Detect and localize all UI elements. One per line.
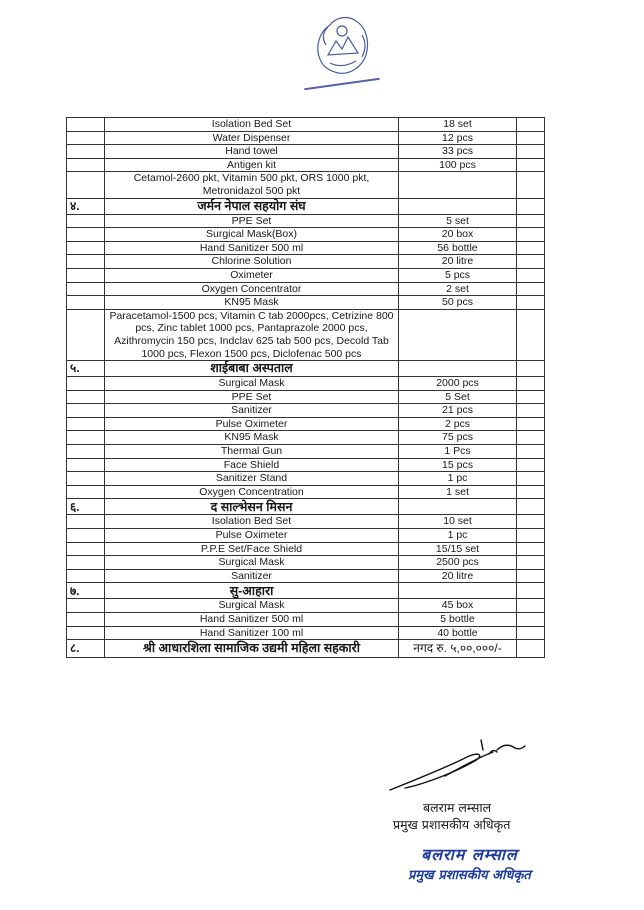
quantity-cell (399, 309, 517, 360)
serial-cell (67, 145, 105, 159)
section-row (67, 583, 545, 599)
remarks-cell (517, 626, 545, 640)
table-row (67, 131, 545, 145)
table-row (67, 626, 545, 640)
table-row (67, 255, 545, 269)
serial-cell (67, 515, 105, 529)
quantity-cell: 2 set (399, 282, 517, 296)
remarks-cell (517, 228, 545, 242)
table-row (67, 472, 545, 486)
item-cell: Oxygen Concentration (105, 485, 399, 499)
quantity-cell: 5 Set (399, 390, 517, 404)
remarks-cell (517, 417, 545, 431)
table-row (67, 431, 545, 445)
remarks-cell (517, 499, 545, 515)
remarks-cell (517, 131, 545, 145)
quantity-cell: 100 pcs (399, 158, 517, 172)
remarks-cell (517, 515, 545, 529)
remarks-cell (517, 613, 545, 627)
serial-cell (67, 626, 105, 640)
remarks-cell (517, 282, 545, 296)
remarks-cell (517, 268, 545, 282)
serial-cell (67, 613, 105, 627)
item-cell: Sanitizer (105, 569, 399, 583)
name-stamp (408, 843, 531, 883)
quantity-cell: 1 pc (399, 529, 517, 543)
table-row (67, 458, 545, 472)
remarks-cell (517, 458, 545, 472)
quantity-cell: 45 box (399, 599, 517, 613)
section-row (67, 361, 545, 377)
handwritten-signature (385, 728, 535, 798)
table-row (67, 445, 545, 459)
table-row (67, 228, 545, 242)
item-cell: Isolation Bed Set (105, 118, 399, 132)
serial-cell (67, 404, 105, 418)
remarks-cell (517, 472, 545, 486)
section-row (67, 499, 545, 515)
serial-cell (67, 542, 105, 556)
remarks-cell (517, 569, 545, 583)
donation-table (66, 117, 545, 658)
item-cell: शाईबाबा अस्पताल (105, 361, 399, 377)
serial-cell (67, 445, 105, 459)
quantity-cell (399, 361, 517, 377)
section-row (67, 198, 545, 214)
serial-cell (67, 485, 105, 499)
item-cell: Isolation Bed Set (105, 515, 399, 529)
serial-cell (67, 472, 105, 486)
item-cell: PPE Set (105, 214, 399, 228)
item-cell: Surgical Mask (105, 556, 399, 570)
item-cell: Oximeter (105, 268, 399, 282)
remarks-cell (517, 198, 545, 214)
quantity-cell: 1 Pcs (399, 445, 517, 459)
serial-cell (67, 282, 105, 296)
table-row (67, 599, 545, 613)
table-row (67, 556, 545, 570)
serial-cell: ६. (67, 499, 105, 515)
serial-cell (67, 172, 105, 198)
quantity-cell: 56 bottle (399, 241, 517, 255)
item-cell: Pulse Oximeter (105, 529, 399, 543)
quantity-cell: 21 pcs (399, 404, 517, 418)
table-row (67, 569, 545, 583)
item-cell: श्री आधारशिला सामाजिक उद्यमी महिला सहकारी (105, 640, 399, 658)
table-row (67, 377, 545, 391)
quantity-cell: 18 set (399, 118, 517, 132)
serial-cell (67, 214, 105, 228)
serial-cell (67, 390, 105, 404)
item-cell: Cetamol-2600 pkt, Vitamin 500 pkt, ORS 1000 pkt, Metronidazol 500 pkt (105, 172, 399, 198)
table-row (67, 542, 545, 556)
remarks-cell (517, 485, 545, 499)
office-seal-image (292, 5, 392, 125)
item-cell: Face Shield (105, 458, 399, 472)
table-row (67, 417, 545, 431)
quantity-cell (399, 198, 517, 214)
serial-cell (67, 228, 105, 242)
remarks-cell (517, 390, 545, 404)
quantity-cell: 5 pcs (399, 268, 517, 282)
item-cell: Hand towel (105, 145, 399, 159)
item-cell: Surgical Mask (105, 599, 399, 613)
remarks-cell (517, 377, 545, 391)
serial-cell (67, 529, 105, 543)
serial-cell: ७. (67, 583, 105, 599)
remarks-cell (517, 255, 545, 269)
serial-cell (67, 458, 105, 472)
remarks-cell (517, 214, 545, 228)
table-row (67, 158, 545, 172)
serial-cell (67, 556, 105, 570)
table-row (67, 118, 545, 132)
serial-cell (67, 118, 105, 132)
item-cell: Hand Sanitizer 500 ml (105, 241, 399, 255)
table-row (67, 145, 545, 159)
section-row (67, 640, 545, 658)
remarks-cell (517, 542, 545, 556)
item-cell: द साल्भेसन मिसन (105, 499, 399, 515)
item-cell: Paracetamol-1500 pcs, Vitamin C tab 2000pcs, Cetrizine 800 pcs, Zinc tablet 1000 pcs, Pantaprazole 2000 pcs, Azithromycin 150 pcs, Indclav 625 tab 500 pcs, Decold Tab 1000 pcs, Flexon 1500 pcs, Diclofenac 500 pcs (105, 309, 399, 360)
remarks-cell (517, 158, 545, 172)
quantity-cell: 12 pcs (399, 131, 517, 145)
serial-cell: ४. (67, 198, 105, 214)
remarks-cell (517, 431, 545, 445)
item-cell: Hand Sanitizer 500 ml (105, 613, 399, 627)
item-cell: Hand Sanitizer 100 ml (105, 626, 399, 640)
signatory-designation: प्रमुख प्रशासकीय अधिकृत (393, 817, 511, 832)
remarks-cell (517, 172, 545, 198)
quantity-cell: 20 litre (399, 255, 517, 269)
quantity-cell: 5 bottle (399, 613, 517, 627)
serial-cell (67, 309, 105, 360)
quantity-cell: 40 bottle (399, 626, 517, 640)
quantity-cell: 15 pcs (399, 458, 517, 472)
quantity-cell (399, 172, 517, 198)
serial-cell (67, 431, 105, 445)
item-cell: Oxygen Concentrator (105, 282, 399, 296)
remarks-cell (517, 556, 545, 570)
serial-cell (67, 268, 105, 282)
stamp-name: बलराम लम्साल (421, 845, 518, 864)
remarks-cell (517, 296, 545, 310)
table-row (67, 529, 545, 543)
quantity-cell (399, 499, 517, 515)
serial-cell (67, 417, 105, 431)
remarks-cell (517, 404, 545, 418)
serial-cell (67, 131, 105, 145)
item-cell: सु-आहारा (105, 583, 399, 599)
item-cell: Surgical Mask (105, 377, 399, 391)
remarks-cell (517, 118, 545, 132)
item-cell: P.P.E Set/Face Shield (105, 542, 399, 556)
quantity-cell: 20 litre (399, 569, 517, 583)
quantity-cell: 1 pc (399, 472, 517, 486)
serial-cell (67, 241, 105, 255)
remarks-cell (517, 361, 545, 377)
quantity-cell: 75 pcs (399, 431, 517, 445)
serial-cell (67, 255, 105, 269)
table-row (67, 613, 545, 627)
quantity-cell: नगद रु. ५,००,०००/- (399, 640, 517, 658)
remarks-cell (517, 583, 545, 599)
table-row (67, 309, 545, 360)
serial-cell (67, 296, 105, 310)
item-cell: Surgical Mask(Box) (105, 228, 399, 242)
serial-cell (67, 158, 105, 172)
table-row (67, 404, 545, 418)
quantity-cell: 15/15 set (399, 542, 517, 556)
item-cell: Thermal Gun (105, 445, 399, 459)
remarks-cell (517, 640, 545, 658)
table-row (67, 241, 545, 255)
remarks-cell (517, 529, 545, 543)
item-cell: Water Dispenser (105, 131, 399, 145)
remarks-cell (517, 145, 545, 159)
serial-cell (67, 599, 105, 613)
item-cell: KN95 Mask (105, 296, 399, 310)
remarks-cell (517, 309, 545, 360)
item-cell: Sanitizer Stand (105, 472, 399, 486)
table-row (67, 515, 545, 529)
quantity-cell: 33 pcs (399, 145, 517, 159)
quantity-cell: 2500 pcs (399, 556, 517, 570)
remarks-cell (517, 445, 545, 459)
item-cell: PPE Set (105, 390, 399, 404)
table-row (67, 282, 545, 296)
item-cell: Sanitizer (105, 404, 399, 418)
item-cell: Antigen kit (105, 158, 399, 172)
serial-cell (67, 569, 105, 583)
item-cell: Pulse Oximeter (105, 417, 399, 431)
serial-cell: ५. (67, 361, 105, 377)
quantity-cell: 1 set (399, 485, 517, 499)
quantity-cell (399, 583, 517, 599)
remarks-cell (517, 599, 545, 613)
serial-cell: ८. (67, 640, 105, 658)
signatory-name: बलराम लम्साल (423, 800, 492, 815)
table-row (67, 268, 545, 282)
table-row (67, 296, 545, 310)
table-row (67, 485, 545, 499)
table-row (67, 390, 545, 404)
quantity-cell: 10 set (399, 515, 517, 529)
stamp-designation: प्रमुख प्रशासकीय अधिकृत (408, 868, 531, 883)
quantity-cell: 2 pcs (399, 417, 517, 431)
quantity-cell: 2000 pcs (399, 377, 517, 391)
serial-cell (67, 377, 105, 391)
item-cell: जर्मन नेपाल सहयोग संघ (105, 198, 399, 214)
remarks-cell (517, 241, 545, 255)
item-cell: Chlorine Solution (105, 255, 399, 269)
table-row (67, 172, 545, 198)
quantity-cell: 50 pcs (399, 296, 517, 310)
quantity-cell: 5 set (399, 214, 517, 228)
quantity-cell: 20 box (399, 228, 517, 242)
item-cell: KN95 Mask (105, 431, 399, 445)
table-row (67, 214, 545, 228)
